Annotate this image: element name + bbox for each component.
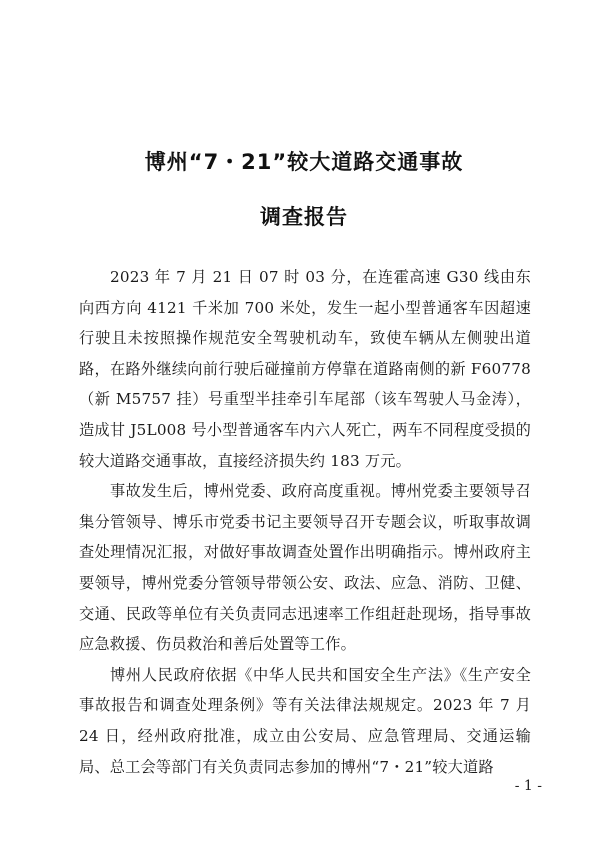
paragraph-response: 事故发生后，博州党委、政府高度重视。博州党委主要领导召集分管领导、博乐市党委书记主要领导召开专题会议，听取事故调查处理情况汇报，对做好事故调查处置作出明确指示。博州政府主要领导，博州党委分管领导带领公安、政法、应急、消防、卫健、交通、民政等单位有关负责同志迅速率工作组赶赴现场，指导事故应急救援、伤员救治和善后处置等工作。 [79,482,531,654]
page-number: - 1 - [514,778,542,794]
document-body [79,262,531,782]
document-subtitle: 调查报告 [260,205,348,229]
paragraph-accident-summary: 2023 年 7 月 21 日 07 时 03 分，在连霍高速 G30 线由东向西方向 4121 千米加 700 米处，发生一起小型普通客车因超速行驶且未按照操作规范安全驾驶机动车，致使车辆从左侧驶出道路，在路外继续向前行驶后碰撞前方停靠在道路南侧的新 F60778（新 M5757 挂）号重型半挂牵引车尾部（该车驾驶人马金涛），造成甘 J5L008 号小型普通客车内六人死亡，两车不同程度受损的较大道路交通事故，直接经济损失约 183 万元。 [79,268,531,470]
paragraph-investigation: 博州人民政府依据《中华人民共和国安全生产法》《生产安全事故报告和调查处理条例》等有关法律法规规定。2023 年 7 月 24 日，经州政府批准，成立由公安局、应急管理局、交通运输局、总工会等部门有关负责同志参加的博州“7・21”较大道路 [79,665,531,776]
document-title: 博州“7・21”较大道路交通事故 [144,150,464,174]
